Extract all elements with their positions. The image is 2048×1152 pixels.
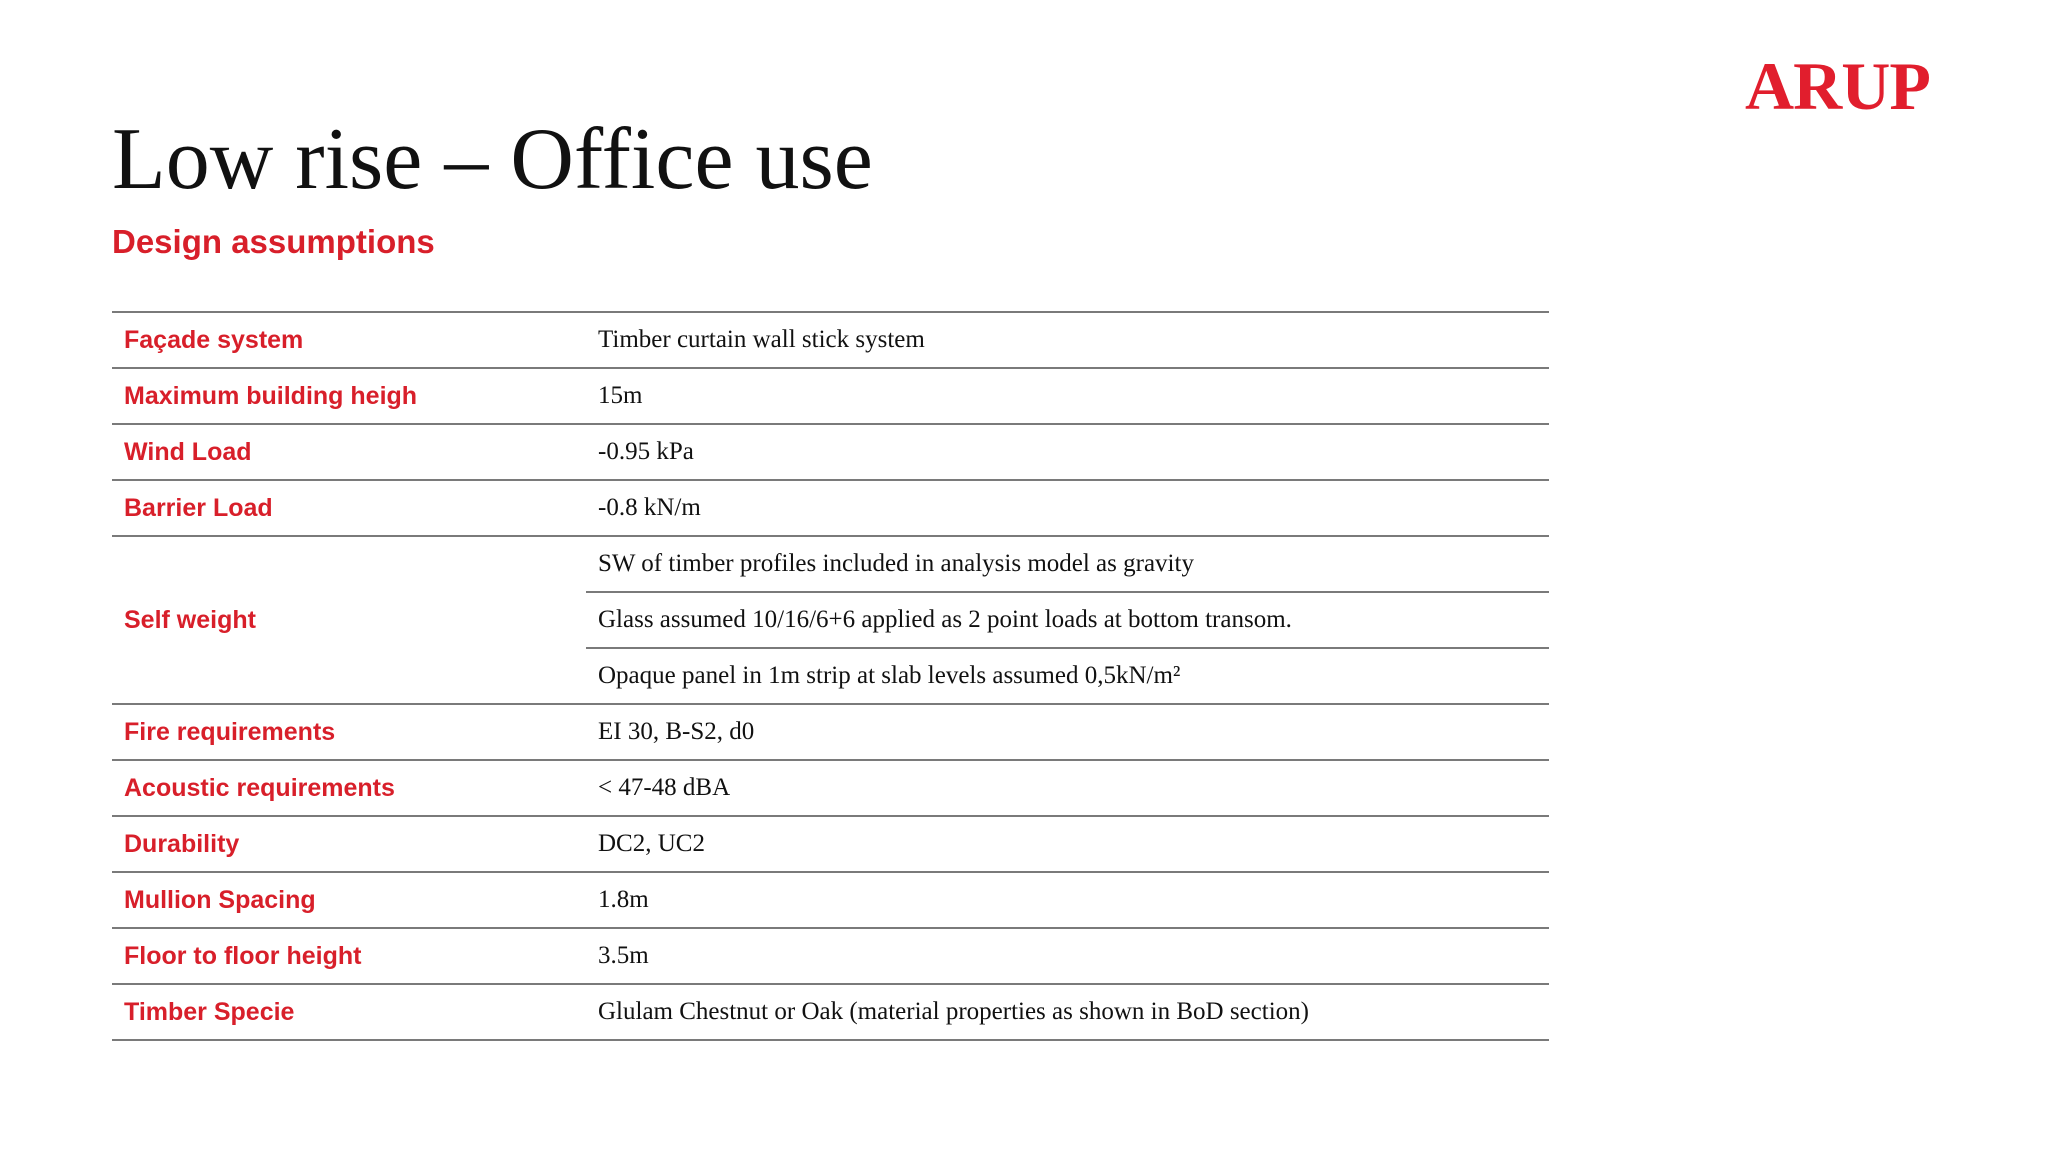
row-value: -0.8 kN/m xyxy=(586,480,1549,536)
arup-logo: ARUP xyxy=(1745,48,1930,124)
table-row xyxy=(112,984,1549,1040)
row-value: Glass assumed 10/16/6+6 applied as 2 point loads at bottom transom. xyxy=(586,592,1549,648)
row-label: Acoustic requirements xyxy=(112,760,586,816)
row-value: DC2, UC2 xyxy=(586,816,1549,872)
row-value: Opaque panel in 1m strip at slab levels assumed 0,5kN/m² xyxy=(586,648,1549,704)
table-row xyxy=(112,872,1549,928)
table-row xyxy=(112,816,1549,872)
row-value: Glulam Chestnut or Oak (material properties as shown in BoD section) xyxy=(586,984,1549,1040)
table-row xyxy=(112,480,1549,536)
row-label: Wind Load xyxy=(112,424,586,480)
row-value: SW of timber profiles included in analysis model as gravity xyxy=(586,536,1549,592)
row-value: 15m xyxy=(586,368,1549,424)
table-row xyxy=(112,536,1549,592)
row-label: Timber Specie xyxy=(112,984,586,1040)
row-value: EI 30, B-S2, d0 xyxy=(586,704,1549,760)
row-value: -0.95 kPa xyxy=(586,424,1549,480)
design-assumptions-table xyxy=(112,311,1549,1041)
row-value: Timber curtain wall stick system xyxy=(586,312,1549,368)
row-label: Barrier Load xyxy=(112,480,586,536)
row-value: < 47-48 dBA xyxy=(586,760,1549,816)
row-value: 1.8m xyxy=(586,872,1549,928)
row-label: Maximum building heigh xyxy=(112,368,586,424)
table-row xyxy=(112,760,1549,816)
table-row xyxy=(112,368,1549,424)
section-subtitle: Design assumptions xyxy=(112,223,435,260)
row-label: Façade system xyxy=(112,312,586,368)
row-label: Durability xyxy=(112,816,586,872)
row-label: Fire requirements xyxy=(112,704,586,760)
table-row xyxy=(112,704,1549,760)
table-row xyxy=(112,312,1549,368)
row-label: Mullion Spacing xyxy=(112,872,586,928)
row-label: Floor to floor height xyxy=(112,928,586,984)
row-label: Self weight xyxy=(112,536,586,704)
table-row xyxy=(112,928,1549,984)
table-row xyxy=(112,424,1549,480)
page-title: Low rise – Office use xyxy=(112,111,873,208)
row-value: 3.5m xyxy=(586,928,1549,984)
